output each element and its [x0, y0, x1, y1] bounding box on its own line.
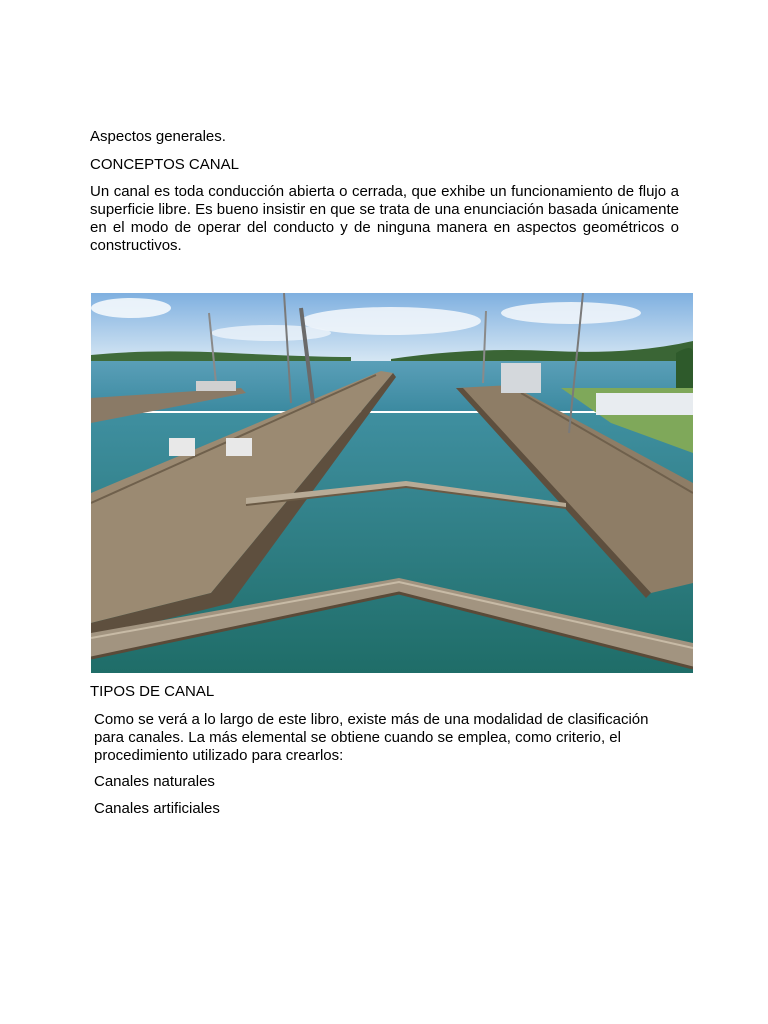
- heading-general: Aspectos generales.: [90, 128, 226, 145]
- type-item-natural: Canales naturales: [94, 773, 215, 790]
- type-item-artificial: Canales artificiales: [94, 800, 220, 817]
- canal-locks-illustration: [91, 293, 693, 673]
- concepts-paragraph: Un canal es toda conducción abierta o cerrada, que exhibe un funcionamiento de flujo a superficie libre. Es bueno insistir en que se trata de una enunciación basada únicamente en el modo de operar del conducto y de ninguna manera en aspectos geométricos o constructivos.: [90, 183, 679, 254]
- types-paragraph: Como se verá a lo largo de este libro, existe más de una modalidad de clasificación para canales. La más elemental se obtiene cuando se emplea, como criterio, el procedimiento utilizado para crearlos:: [94, 711, 649, 764]
- canal-locks-photo: [91, 293, 693, 673]
- heading-concepts: CONCEPTOS CANAL: [90, 156, 239, 173]
- heading-types: TIPOS DE CANAL: [90, 683, 215, 700]
